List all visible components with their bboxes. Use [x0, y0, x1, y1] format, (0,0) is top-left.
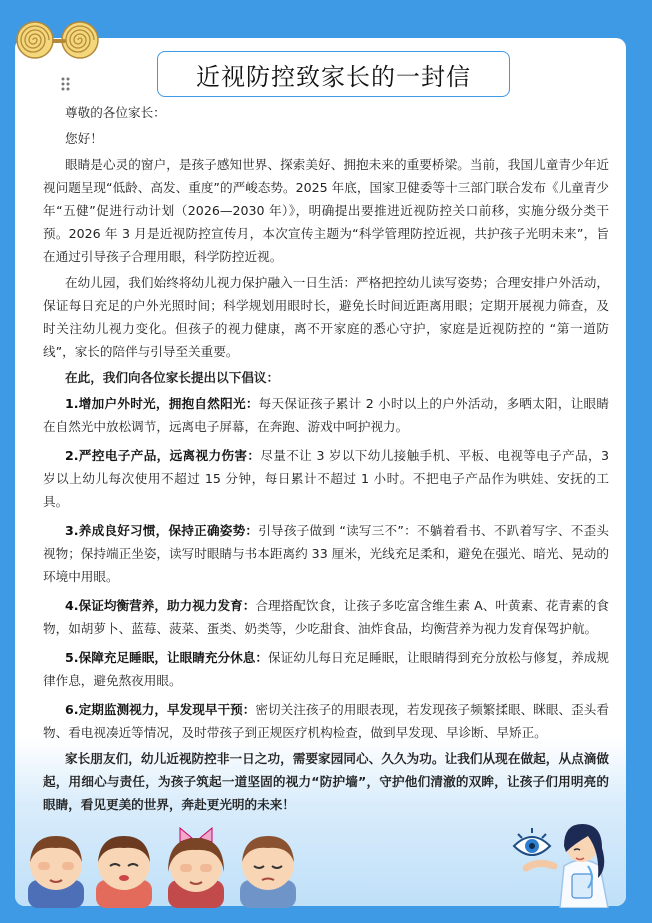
- proposal-item: [43, 519, 609, 588]
- drag-handle-icon[interactable]: [61, 77, 71, 91]
- letter-body: [43, 101, 609, 816]
- child-figure: [28, 836, 84, 908]
- proposal-item: [43, 444, 609, 513]
- spiral-decoration-icon: [15, 20, 55, 60]
- proposal-title: 1.增加户外时光，拥抱自然阳光：: [65, 396, 259, 411]
- child-figure: [168, 828, 224, 908]
- proposal-title: 5.保障充足睡眠，让眼睛充分休息：: [65, 650, 269, 665]
- page-title: 近视防控致家长的一封信: [157, 51, 510, 97]
- proposal-item: [43, 698, 609, 744]
- spiral-connector: [52, 37, 66, 45]
- proposal-item: [43, 594, 609, 640]
- proposal-title: 3.养成良好习惯，保持正确姿势：: [65, 523, 259, 538]
- proposal-title: 4.保证均衡营养，助力视力发育：: [65, 598, 256, 613]
- intro-paragraph: 在幼儿园，我们始终将幼儿视力保护融入一日生活：严格把控幼儿读写姿势；合理安排户外活动，保证每日充足的户外光照时间；科学规划用眼时长，避免长时间近距离用眼；定期开展视力筛查，及时关注幼儿视力变化。但孩子的视力健康，离不开家庭的悉心守护，家庭是近视防控的 “第一道防线”，家长的陪伴与引导至关重要。: [43, 275, 609, 359]
- children-illustration: [20, 822, 320, 908]
- intro-paragraph: 眼睛是心灵的窗户，是孩子感知世界、探索美好、拥抱未来的重要桥梁。当前，我国儿童青少年近视问题呈现“低龄、高发、重度”的严峻态势。2025 年底，国家卫健委等十三部门联合发布《儿童青少年“五健”促进行动计划（2026—2030 年）》，明确提出要推进近视防控关口前移，实施分级分类干预。2026 年 3 月是近视防控宣传月，本次宣传主题为“科学管理防控近视，共护孩子光明未来”，旨在通过引导孩子合理用眼，科学防控近视。: [43, 157, 609, 264]
- proposal-heading: 在此，我们向各位家长提出以下倡议：: [65, 370, 280, 385]
- proposal-item: [43, 646, 609, 692]
- proposal-item: [43, 392, 609, 438]
- salutation: 尊敬的各位家长：: [65, 105, 166, 120]
- spiral-decoration-icon: [60, 20, 100, 60]
- proposal-body: 合理搭配饮食，让孩子多吃富含维生素 A、叶黄素、花青素的食物，如胡萝卜、蓝莓、菠菜、蛋类、奶类等，少吃甜食、油炸食品，均衡营养为视力发育保驾护航。: [43, 598, 609, 636]
- proposal-title: 6.定期监测视力，早发现早干预：: [65, 702, 256, 717]
- child-figure: [240, 836, 296, 908]
- closing-paragraph: 家长朋友们，幼儿近视防控非一日之功，需要家园同心、久久为功。让我们从现在做起，从点滴做起，用细心与责任，为孩子筑起一道坚固的视力“防护墙”，守护他们清澈的双眸，让孩子们用明亮的眼睛，看见更美的世界，奔赴更光明的未来！: [43, 751, 609, 812]
- proposal-title: 2.严控电子产品，远离视力伤害：: [65, 448, 261, 463]
- child-figure: [96, 836, 152, 908]
- eye-icon: [514, 828, 550, 855]
- proposal-body: 密切关注孩子的用眼表现，若发现孩子频繁揉眼、眯眼、歪头看物、看电视凑近等情况，及时带孩子到正规医疗机构检查，做到早发现、早诊断、早矫正。: [43, 702, 609, 740]
- proposal-body: 每天保证孩子累计 2 小时以上的户外活动，多晒太阳，让眼睛在自然光中放松调节，远离电子屏幕，在奔跑、游戏中呵护视力。: [43, 396, 609, 434]
- doctor-illustration: [508, 808, 628, 908]
- proposal-body: 保证幼儿每日充足睡眠，让眼睛得到充分放松与修复，养成规律作息，避免熬夜用眼。: [43, 650, 609, 688]
- proposal-body: 尽量不让 3 岁以下幼儿接触手机、平板、电视等电子产品，3 岁以上幼儿每次使用不超过 15 分钟，每日累计不超过 1 小时。不把电子产品作为哄娃、安抚的工具。: [43, 448, 609, 509]
- greeting: 您好！: [65, 131, 103, 146]
- proposal-body: 引导孩子做到 “读写三不”：不躺着看书、不趴着写字、不歪头视物；保持端正坐姿，读写时眼睛与书本距离约 33 厘米，光线充足柔和，避免在强光、暗光、晃动的环境中用眼。: [43, 523, 609, 584]
